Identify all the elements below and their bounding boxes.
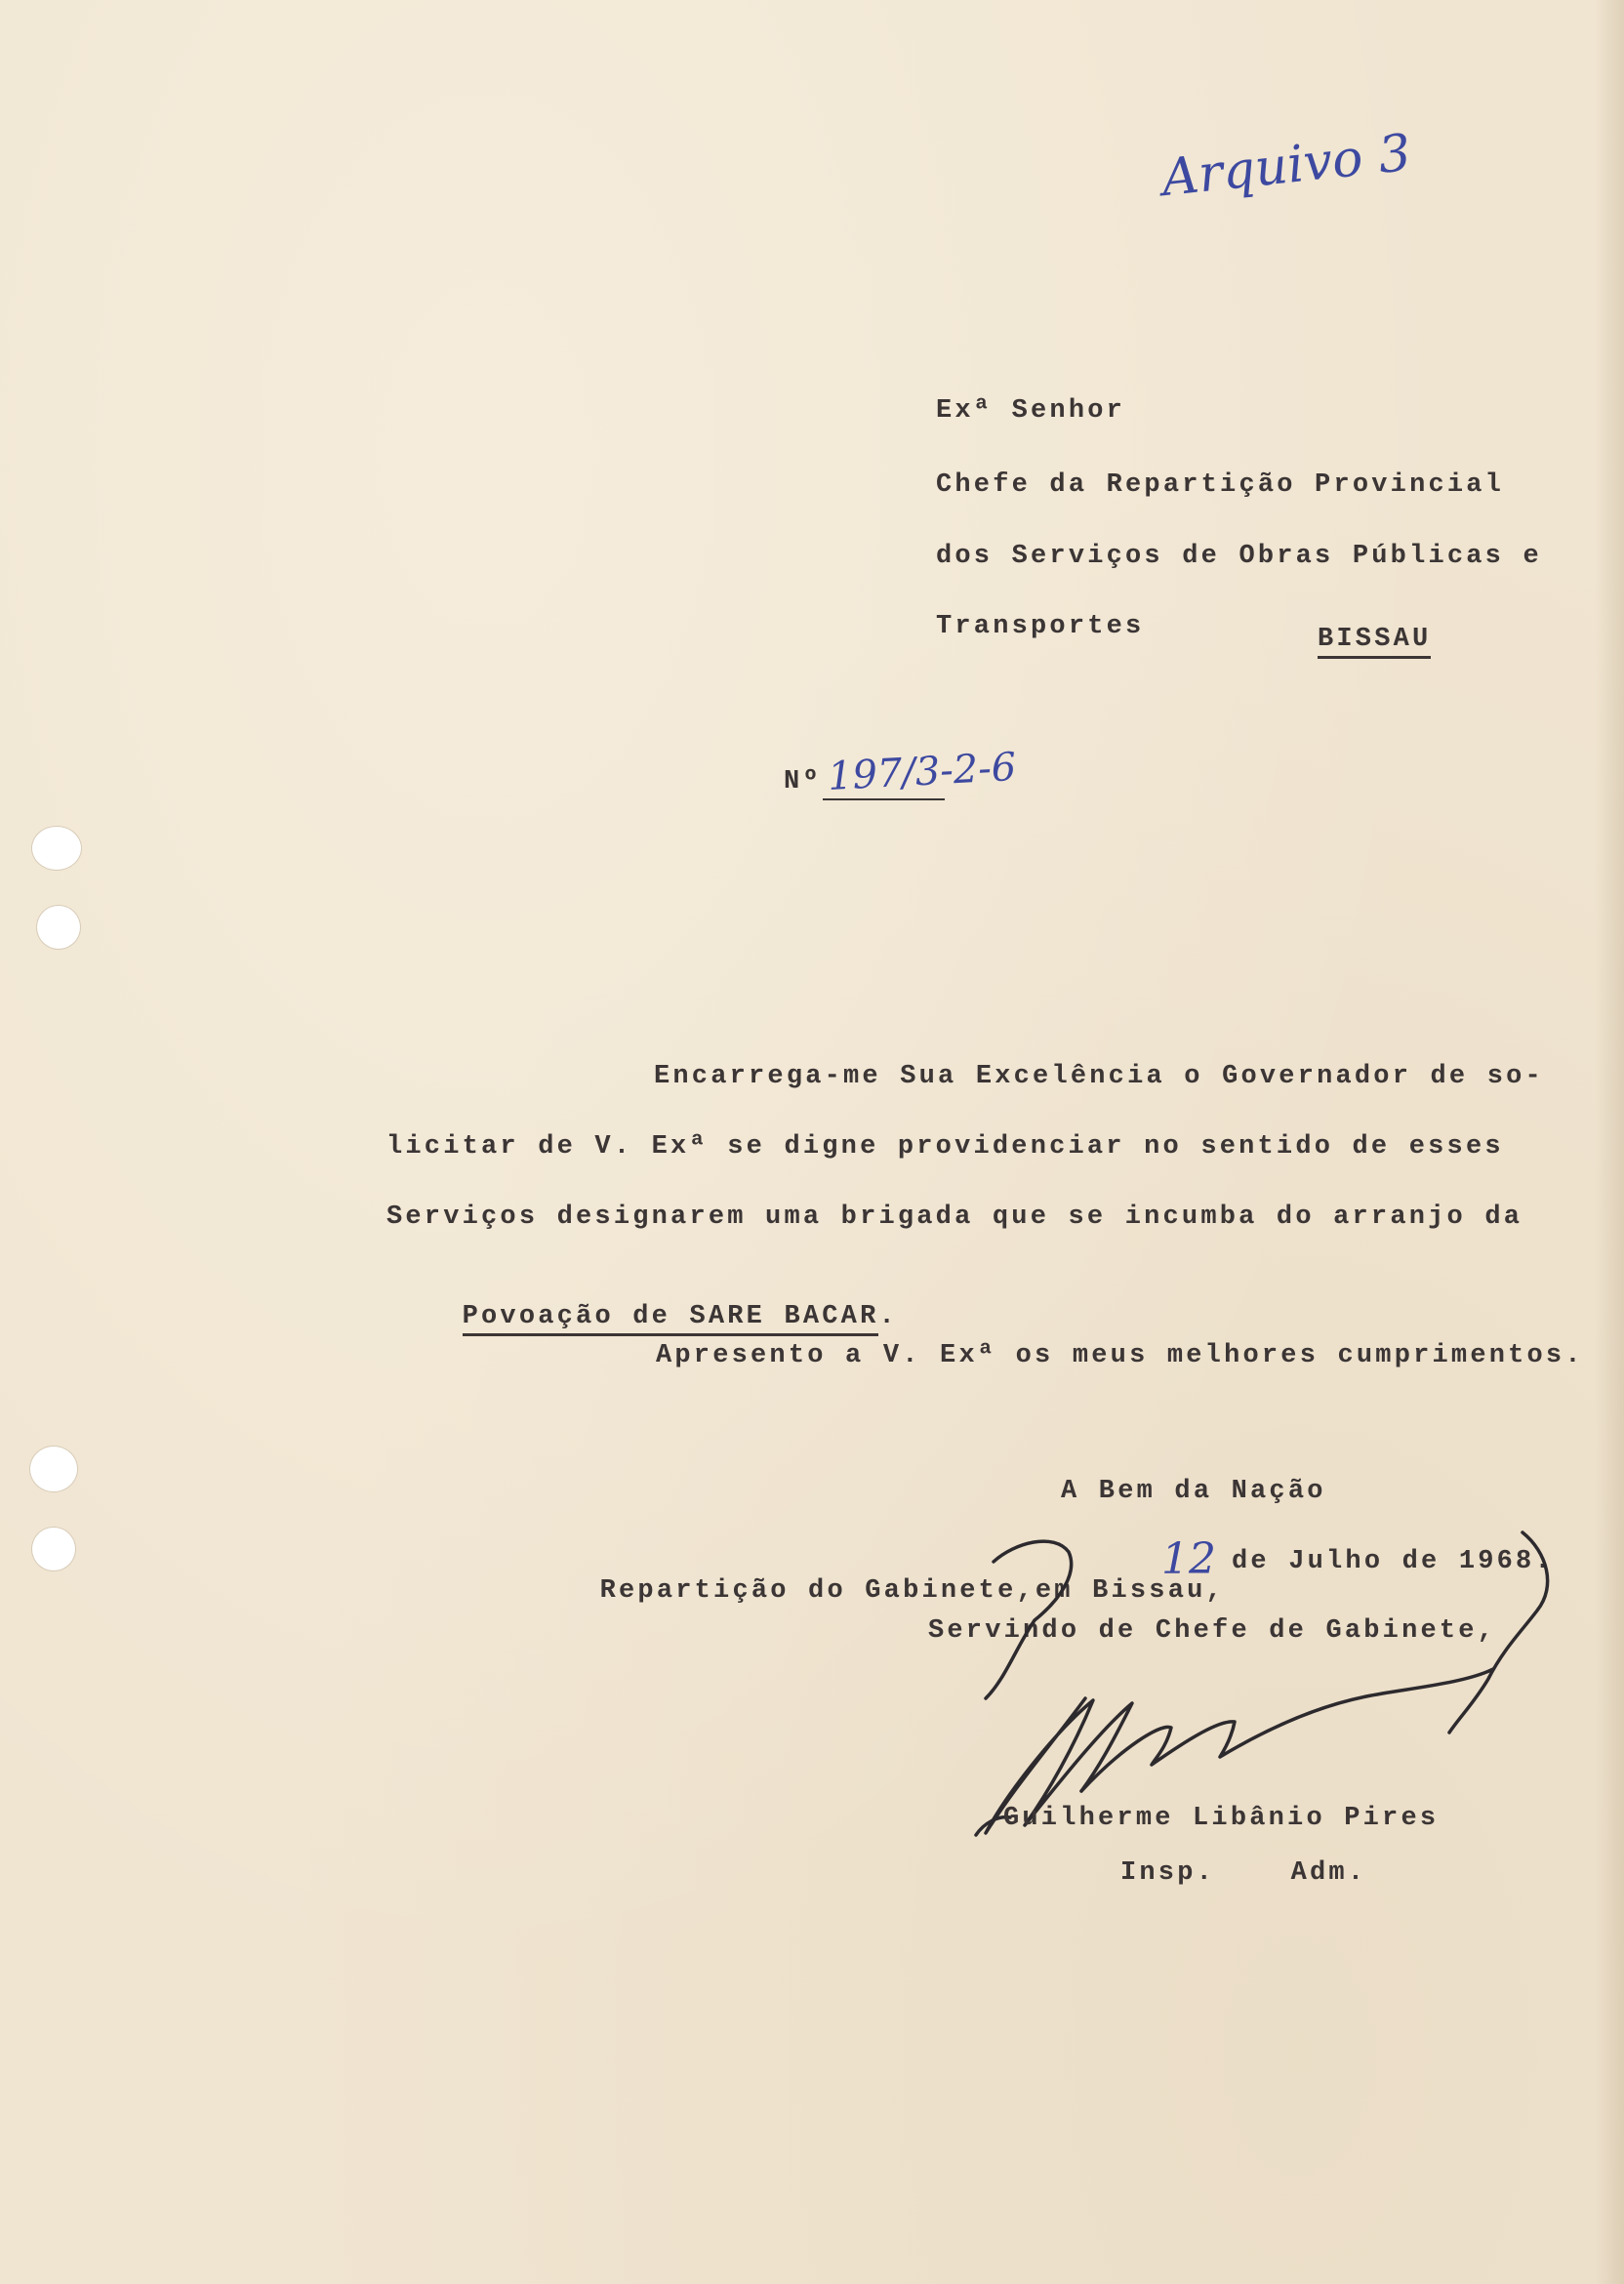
place-name-underlined: Povoação de SARE BACAR <box>463 1302 879 1336</box>
closing-line: Apresento a V. Exª os meus melhores cumprimentos. <box>656 1341 1584 1370</box>
reference-label: Nº <box>784 767 822 796</box>
addressee-line-1: Chefe da Repartição Provincial <box>936 470 1505 500</box>
place-date-suffix: de Julho de 1968. <box>1232 1547 1554 1576</box>
addressee-line-2: dos Serviços de Obras Públicas e <box>936 542 1542 571</box>
body-line-3: Serviços designarem uma brigada que se incumba do arranjo da <box>386 1203 1523 1232</box>
reference-number-handwritten: 197/3-2-6 <box>826 744 1018 800</box>
addressee-city: BISSAU <box>1318 625 1431 659</box>
signatory-title: Insp. Adm. <box>1120 1858 1367 1888</box>
salutation: Exª Senhor <box>936 396 1126 426</box>
signatory-role: Servindo de Chefe de Gabinete, <box>928 1616 1497 1646</box>
body-line-2: licitar de V. Exª se digne providenciar no sentido de esses <box>386 1132 1504 1162</box>
signatory-name: Guilherme Libânio Pires <box>1003 1804 1440 1833</box>
addressee-line-3: Transportes <box>936 612 1145 641</box>
motto: A Bem da Nação <box>1061 1477 1326 1506</box>
handwritten-archive-note: Arquivo 3 <box>1158 123 1414 209</box>
body-line-4-period: . <box>878 1302 898 1331</box>
place-date-prefix: Repartição do Gabinete,em Bissau, <box>599 1576 1225 1606</box>
handwritten-day: 12 <box>1161 1534 1216 1584</box>
body-line-1: Encarrega-me Sua Excelência o Governador de so- <box>654 1062 1544 1091</box>
